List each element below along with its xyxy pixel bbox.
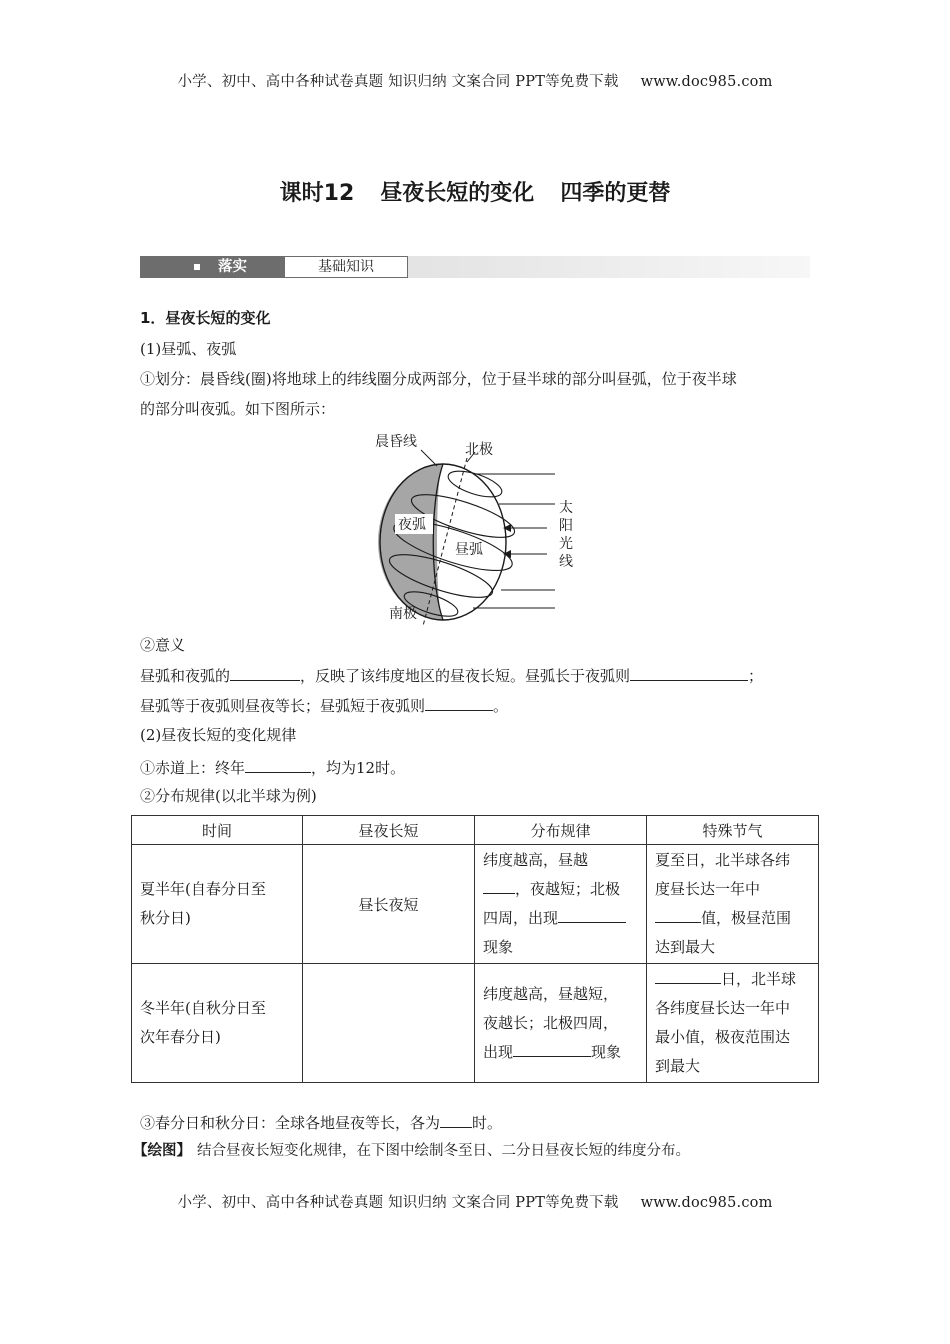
section-bar-box-label: 基础知识 — [284, 256, 408, 278]
globe-diagram — [375, 432, 585, 628]
cell-line — [655, 965, 810, 994]
blank-field[interactable] — [483, 877, 515, 894]
table-cell-rule — [475, 845, 647, 964]
equator-a: ①赤道上：终年 — [140, 759, 246, 777]
sub-heading-variation: (2)昼夜长短的变化规律 — [140, 726, 297, 744]
label-sunlight-3: 光 — [559, 536, 573, 552]
cell-line: 夜越长；北极四周， — [483, 1013, 619, 1032]
cell-line: 秋分日) — [140, 909, 191, 927]
meaning-line1-a: 昼弧和夜弧的 — [140, 667, 231, 685]
drawing-tag: 【绘图】 — [133, 1143, 191, 1159]
header-text: 小学、初中、高中各种试卷真题 知识归纳 文案合同 PPT等免费下载 — [177, 74, 619, 90]
cell-line — [483, 1038, 638, 1067]
label-sunlight-2: 阳 — [559, 518, 573, 534]
distribution-heading: ②分布规律(以北半球为例) — [140, 787, 317, 805]
cell-line: 达到最大 — [655, 938, 716, 956]
division-text-line2: 的部分叫夜弧。如下图所示： — [140, 400, 336, 418]
header-url[interactable]: www.doc985.com — [640, 74, 773, 90]
table-header: 昼夜长短 — [303, 816, 475, 845]
equator-b: ，均为12时。 — [311, 759, 406, 777]
table-cell-rule — [475, 964, 647, 1083]
table-header: 时间 — [132, 816, 303, 845]
blank-field[interactable] — [230, 664, 300, 681]
blank-field[interactable] — [425, 694, 493, 711]
footer-url[interactable]: www.doc985.com — [640, 1195, 773, 1211]
cell-line: 到最大 — [655, 1057, 701, 1075]
table-cell-time — [132, 964, 303, 1083]
label-north-pole: 北极 — [465, 442, 493, 458]
blank-field[interactable] — [513, 1040, 591, 1057]
table-cell-special — [647, 845, 819, 964]
section-bar-dark — [140, 256, 284, 278]
table-cell-length — [303, 964, 475, 1083]
day-night-arc-figure — [375, 432, 585, 632]
cell-text: ，夜越短；北极 — [515, 880, 621, 898]
title-lesson: 课时12 — [279, 181, 355, 206]
table-cell-time — [132, 845, 303, 964]
page-footer — [0, 1191, 950, 1212]
label-terminator: 晨昏线 — [375, 434, 417, 450]
table-row — [132, 964, 819, 1083]
equinox-line — [140, 1111, 502, 1133]
cell-line: 度昼长达一年中 — [655, 880, 761, 898]
label-south-pole: 南极 — [389, 606, 417, 622]
day-night-table — [131, 815, 819, 1083]
page-title — [0, 176, 950, 207]
title-part1: 昼夜长短的变化 — [380, 181, 535, 206]
blank-field[interactable] — [440, 1111, 472, 1128]
blank-field[interactable] — [245, 756, 311, 773]
cell-text: 出现 — [483, 1042, 514, 1061]
terminator-pointer — [421, 450, 437, 466]
cell-line: 夏至日，北半球各纬 — [655, 851, 791, 869]
division-text-line1: ①划分：晨昏线(圈)将地球上的纬线圈分成两部分，位于昼半球的部分叫昼弧，位于夜半球 — [140, 370, 737, 388]
meaning-line2-a: 昼弧等于夜弧则昼夜等长；昼弧短于夜弧则 — [140, 697, 426, 715]
label-sunlight-1: 太 — [559, 500, 573, 516]
cell-text: 现象 — [591, 1042, 622, 1061]
meaning-line2 — [140, 694, 508, 716]
footer-text: 小学、初中、高中各种试卷真题 知识归纳 文案合同 PPT等免费下载 — [177, 1195, 619, 1211]
meaning-line1-c: ； — [748, 667, 764, 685]
equinox-b: 时。 — [472, 1114, 503, 1132]
cell-line: 最小值，极夜范围达 — [655, 1028, 791, 1046]
cell-line — [655, 904, 810, 933]
meaning-line1-b: ，反映了该纬度地区的昼夜长短。昼弧长于夜弧则 — [300, 667, 631, 685]
cell-line: 现象 — [483, 938, 514, 956]
table-header: 分布规律 — [475, 816, 647, 845]
blank-field[interactable] — [655, 967, 721, 984]
equinox-a: ③春分日和秋分日：全球各地昼夜等长，各为 — [140, 1114, 441, 1132]
table-row — [132, 845, 819, 964]
drawing-task — [133, 1141, 690, 1161]
blank-field[interactable] — [630, 664, 748, 681]
cell-line — [483, 904, 638, 933]
table-header-row — [132, 816, 819, 845]
cell-line: 夏半年(自春分日至 — [140, 880, 266, 898]
cell-text: 日，北半球 — [721, 970, 797, 988]
label-sunlight-4: 线 — [559, 554, 573, 570]
cell-line: 次年春分日) — [140, 1028, 221, 1046]
table-cell-length: 昼长夜短 — [303, 845, 475, 964]
equator-line — [140, 756, 405, 778]
blank-field[interactable] — [558, 906, 626, 923]
cell-line: 纬度越高，昼越 — [483, 851, 589, 869]
meaning-heading: ②意义 — [140, 636, 186, 654]
cell-line: 冬半年(自秋分日至 — [140, 999, 266, 1017]
square-bullet-icon — [194, 264, 200, 270]
section-bar — [140, 256, 810, 278]
table-cell-special — [647, 964, 819, 1083]
table-header: 特殊节气 — [647, 816, 819, 845]
page-header — [0, 70, 950, 91]
label-night-arc: 夜弧 — [398, 517, 426, 533]
drawing-text: 结合昼夜长短变化规律，在下图中绘制冬至日、二分日昼夜长短的纬度分布。 — [197, 1143, 690, 1159]
sunlight-rays — [473, 474, 555, 608]
cell-line — [483, 875, 638, 904]
cell-line: 各纬度昼长达一年中 — [655, 999, 791, 1017]
cell-text: 四周，出现 — [483, 909, 559, 927]
heading-day-night-length: 1．昼夜长短的变化 — [140, 309, 271, 327]
cell-line: 纬度越高，昼越短， — [483, 984, 619, 1003]
meaning-line1 — [140, 664, 763, 686]
blank-field[interactable] — [655, 906, 701, 923]
meaning-line2-b: 。 — [493, 697, 509, 715]
cell-text: 值，极昼范围 — [701, 909, 792, 927]
section-bar-dark-label: 落实 — [218, 259, 247, 275]
sub-heading-arcs: (1)昼弧、夜弧 — [140, 340, 237, 358]
title-part2: 四季的更替 — [560, 181, 671, 206]
label-day-arc: 昼弧 — [455, 542, 483, 558]
